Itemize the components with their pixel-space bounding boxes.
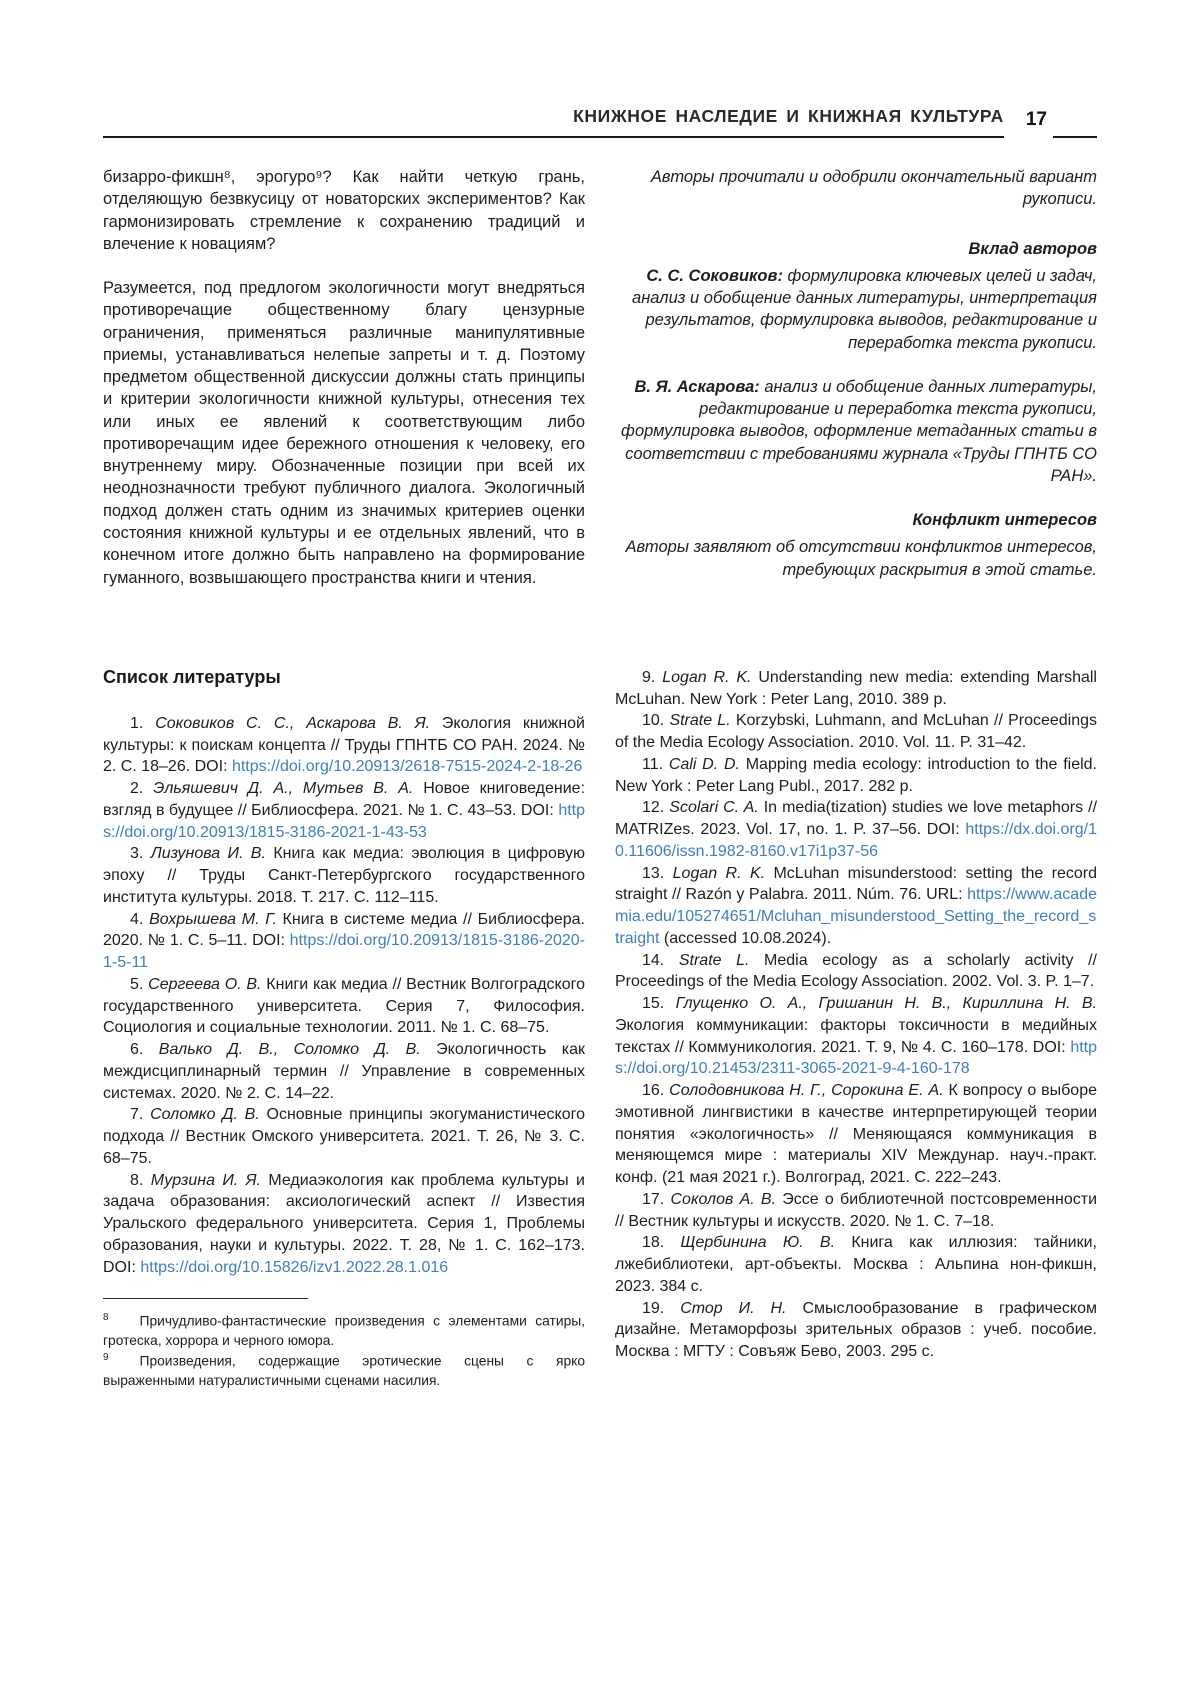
body-paragraph: Разумеется, под предлогом экологичности могут внедряться противоречащие общественному благу цензурные ограничения, применяться различные манипулятивные приемы, устанавливаться нелепые запреты и т. д. Поэтому предметом общественной дискуссии должны стать принципы и критерии экологичности книжной культуры, отнесения тех или иных ее явлений к соответствующим либо противоречащим идее бережного отношения к человеку, его внутреннему миру. Обозначенные позиции при всей их неоднозначности требуют публичного диалога. Экологичный подход должен стать одним из значимых критериев оценки состояния книжной культуры и ее отдельных явлений, что в конечном итоге должно быть направлено на формирование гуманного, возвышающего пространства книги и чтения. bbox=[103, 279, 585, 587]
reference-link[interactable]: https://doi.org/10.20913/2618-7515-2024-2-18-26 bbox=[231, 758, 583, 776]
reference-text: Основные принципы экогуманистического подхода // Вестник Омского университета. 2021. Т. 26, № 3. С. 68–75. bbox=[103, 1106, 585, 1167]
reference-text: Экология коммуникации: факторы токсичности в медийных текстах // Коммуникология. 2021. Т. 9, № 4. С. 160–178. DOI: bbox=[615, 1016, 1097, 1056]
reference-authors: Мурзина И. Я. bbox=[150, 1171, 261, 1189]
footnote-mark: 9 bbox=[103, 1352, 109, 1364]
references-column-right bbox=[615, 667, 1097, 1363]
reference-text: Эссе о библиотечной постсовременности // Вестник культуры и искусств. 2020. № 1. С. 7–18. bbox=[615, 1190, 1098, 1230]
reference-authors: Глущенко О. А., Гришанин Н. В., Кириллина Н. В. bbox=[675, 995, 1097, 1013]
reference-text: Экология книжной культуры: к поискам концепта // Труды ГПНТБ СО РАН. 2024. № 2. С. 18–26. DOI: bbox=[103, 714, 585, 776]
top-section bbox=[103, 166, 1097, 589]
reference-authors: Валько Д. В., Соломко Д. В. bbox=[158, 1041, 421, 1059]
footnote bbox=[103, 1351, 585, 1391]
reference-item bbox=[103, 713, 585, 778]
article-text-column bbox=[103, 166, 585, 589]
reference-number: 10. bbox=[642, 712, 665, 730]
reference-link[interactable]: https://www.academia.edu/105274651/Mcluhan_misunderstood_Setting_the_record_straight bbox=[615, 886, 1097, 947]
reference-number: 14. bbox=[642, 951, 665, 969]
reference-authors: Strate L. bbox=[678, 951, 750, 969]
reference-number: 6. bbox=[130, 1041, 144, 1059]
reference-number: 13. bbox=[642, 864, 665, 882]
conflict-statement: Авторы заявляют об отсутствии конфликтов интересов, требующих раскрытия в этой статье. bbox=[625, 538, 1097, 579]
reference-authors: Scolari C. A. bbox=[669, 799, 759, 817]
reference-post-text: (accessed 10.08.2024). bbox=[659, 929, 832, 947]
reference-item bbox=[615, 1189, 1097, 1233]
reference-authors: Strate L. bbox=[669, 712, 731, 730]
reference-number: 1. bbox=[130, 714, 144, 732]
header-rule-tail bbox=[1053, 136, 1097, 138]
reference-authors: Сергеева О. В. bbox=[148, 975, 262, 993]
contributor-name: В. Я. Аскарова: bbox=[634, 377, 760, 396]
footnote-separator bbox=[103, 1298, 308, 1299]
contributor-block bbox=[615, 376, 1097, 487]
reference-authors: Стор И. Н. bbox=[680, 1299, 787, 1317]
reference-text: Книга как медиа: эволюция в цифровую эпоху // Труды Санкт-Петербургского государственного института культуры. 2018. Т. 217. С. 112–115. bbox=[103, 845, 586, 906]
footnote-text: Причудливо-фантастические произведения с элементами сатиры, гротеска, хоррора и черного юмора. bbox=[103, 1313, 585, 1349]
reference-text: Медиаэкология как проблема культуры и задача образования: аксиологический аспект // Известия Уральского федерального университета. Серия 1, Проблемы образования, науки и культуры. 2022. Т. 28, № 1. С. 162–173. DOI: bbox=[103, 1171, 585, 1276]
reference-authors: Соколов А. В. bbox=[670, 1190, 777, 1208]
reference-item bbox=[103, 1039, 585, 1104]
reference-number: 11. bbox=[642, 755, 664, 773]
reference-item bbox=[103, 909, 585, 974]
reference-item bbox=[615, 950, 1097, 994]
running-head-wrap bbox=[103, 106, 1004, 138]
reference-number: 7. bbox=[130, 1106, 144, 1124]
reference-authors: Лизунова И. В. bbox=[150, 845, 266, 863]
footnotes-block bbox=[103, 1298, 585, 1391]
reference-text: Understanding new media: extending Marshall McLuhan. New York : Peter Lang, 2010. 389 p. bbox=[615, 668, 1097, 708]
reference-text: Media ecology as a scholarly activity // Proceedings of the Media Ecology Association. 2002. Vol. 3. P. 1–7. bbox=[615, 951, 1098, 991]
reference-text: Смыслообразование в графическом дизайне. Метаморфозы зрительных образов : учеб. пособие. Москва : МГТУ : Совъяж Бево, 2003. 295 с. bbox=[615, 1299, 1097, 1361]
footnote-mark: 8 bbox=[103, 1312, 109, 1324]
reference-number: 16. bbox=[642, 1082, 665, 1100]
reference-authors: Logan R. K. bbox=[672, 864, 766, 882]
reference-item bbox=[615, 754, 1097, 798]
reference-number: 8. bbox=[130, 1171, 144, 1189]
contributors-list bbox=[615, 265, 1097, 487]
reference-text: Книга в системе медиа // Библиосфера. 2020. № 1. С. 5–11. DOI: bbox=[103, 910, 586, 950]
reference-item bbox=[615, 993, 1097, 1080]
article-meta-column bbox=[615, 166, 1097, 581]
footnote-text: Произведения, содержащие эротические сцены с ярко выраженными натуралистичными сценами насилия. bbox=[103, 1353, 585, 1389]
reference-item bbox=[615, 667, 1097, 711]
reference-link[interactable]: https://doi.org/10.15826/izv1.2022.28.1.016 bbox=[140, 1258, 449, 1276]
reference-number: 4. bbox=[130, 910, 144, 928]
contribution-heading: Вклад авторов bbox=[968, 239, 1097, 258]
running-head: КНИЖНОЕ НАСЛЕДИЕ И КНИЖНАЯ КУЛЬТУРА bbox=[573, 106, 1004, 126]
reference-number: 12. bbox=[642, 799, 665, 817]
reference-number: 19. bbox=[642, 1299, 665, 1317]
reference-item bbox=[615, 710, 1097, 754]
reference-item bbox=[103, 1170, 585, 1279]
references-list-right bbox=[615, 667, 1097, 1363]
reference-number: 18. bbox=[642, 1234, 665, 1252]
reference-item bbox=[615, 1298, 1097, 1363]
reference-number: 9. bbox=[642, 668, 656, 686]
contributor-block bbox=[615, 265, 1097, 354]
reference-authors: Cali D. D. bbox=[668, 755, 740, 773]
reference-text: Новое книговедение: взгляд в будущее // Библиосфера. 2021. № 1. С. 43–53. DOI: bbox=[103, 780, 586, 819]
page-number: 17 bbox=[1025, 109, 1047, 130]
reference-item bbox=[615, 863, 1097, 950]
reference-link[interactable]: https://doi.org/10.20913/1815-3186-2020-1-5-11 bbox=[103, 932, 585, 972]
reference-text: Книга как иллюзия: тайники, лжебиблиотеки, арт-объекты. Москва : Альпина нон-фикшн, 2023. 384 с. bbox=[615, 1234, 1097, 1295]
reference-number: 2. bbox=[130, 780, 144, 798]
reference-item bbox=[103, 843, 585, 908]
reference-number: 3. bbox=[130, 845, 144, 863]
reference-authors: Соковиков С. С., Аскарова В. Я. bbox=[155, 714, 431, 732]
reference-number: 5. bbox=[130, 975, 144, 993]
reference-item bbox=[615, 1232, 1097, 1297]
footnotes-list bbox=[103, 1311, 585, 1391]
contributor-role-text: формулировка ключевых целей и задач, анализ и обобщение данных литературы, интерпретация результатов, формулировка выводов, редактирование и переработка текста рукописи. bbox=[632, 266, 1097, 352]
references-heading: Список литературы bbox=[103, 666, 281, 687]
reference-item bbox=[103, 974, 585, 1039]
reference-authors: Вохрышева М. Г. bbox=[149, 910, 277, 928]
reference-authors: Logan R. K. bbox=[662, 668, 752, 686]
references-list-left bbox=[103, 713, 585, 1279]
reference-text: Mapping media ecology: introduction to the field. New York : Peter Lang Publ., 2017. 282 p. bbox=[615, 755, 1098, 795]
reference-item bbox=[615, 1080, 1097, 1189]
reference-text: Книги как медиа // Вестник Волгоградского государственного университета. Серия 7, Философия. Социология и социальные технологии. 2011. № 1. С. 68–75. bbox=[103, 975, 586, 1037]
references-column-left bbox=[103, 667, 585, 1391]
reference-authors: Солодовникова Н. Г., Сорокина Е. А. bbox=[669, 1082, 944, 1100]
reference-authors: Соломко Д. В. bbox=[150, 1106, 260, 1124]
reference-link[interactable]: https://doi.org/10.21453/2311-3065-2021-9-4-160-178 bbox=[615, 1038, 1097, 1078]
references-section bbox=[103, 667, 1097, 1391]
reference-number: 17. bbox=[642, 1190, 665, 1208]
approval-statement: Авторы прочитали и одобрили окончательный вариант рукописи. bbox=[650, 168, 1097, 209]
body-paragraph: бизарро-фикшн⁸, эрогуро⁹? Как найти четкую грань, отделяющую безвкусицу от новаторских экспериментов? Как гармонизировать стремление к сохранению традиций и влечение к новациям? bbox=[103, 168, 585, 253]
reference-authors: Эльяшевич Д. А., Мутьев В. А. bbox=[153, 780, 414, 798]
reference-item bbox=[615, 797, 1097, 862]
reference-text: Korzybski, Luhmann, and McLuhan // Proceedings of the Media Ecology Association. 2010. Vol. 11. P. 31–42. bbox=[615, 712, 1098, 752]
reference-text: К вопросу о выборе эмотивной лингвистики в качестве интерпретирующей теории понятия «экологичность» // Меняющаяся коммуникация в меняющемся мире : материалы XIV Междунар. науч.-практ. конф. (21 мая 2021 г.). Волгоград, 2021. С. 222–243. bbox=[615, 1082, 1097, 1187]
reference-link[interactable]: https://doi.org/10.20913/1815-3186-2021-1-43-53 bbox=[103, 801, 585, 841]
reference-text: In media(tization) studies we love metaphors // MATRIZes. 2023. Vol. 17, no. 1. P. 37–56. DOI: bbox=[615, 799, 1098, 839]
reference-number: 15. bbox=[642, 995, 665, 1013]
reference-item bbox=[103, 1104, 585, 1169]
page-header bbox=[103, 106, 1097, 138]
reference-link[interactable]: https://dx.doi.org/10.11606/issn.1982-8160.v17i1p37-56 bbox=[615, 821, 1097, 860]
reference-authors: Щербинина Ю. В. bbox=[680, 1234, 836, 1252]
footnote bbox=[103, 1311, 585, 1351]
contributor-role-text: анализ и обобщение данных литературы, редактирование и переработка текста рукописи, формулировка выводов, оформление метаданных статьи в соответствии с требованиями журнала «Труды ГПНТБ СО РАН». bbox=[621, 377, 1097, 485]
reference-text: Экологичность как междисциплинарный термин // Управление в современных системах. 2020. № 2. С. 14–22. bbox=[103, 1041, 585, 1102]
reference-text: McLuhan misunderstood: setting the record straight // Razón y Palabra. 2011. Núm. 76. URL: bbox=[615, 864, 1097, 904]
contributor-name: С. С. Соковиков: bbox=[646, 266, 783, 285]
conflict-heading: Конфликт интересов bbox=[912, 511, 1097, 530]
reference-item bbox=[103, 778, 585, 843]
